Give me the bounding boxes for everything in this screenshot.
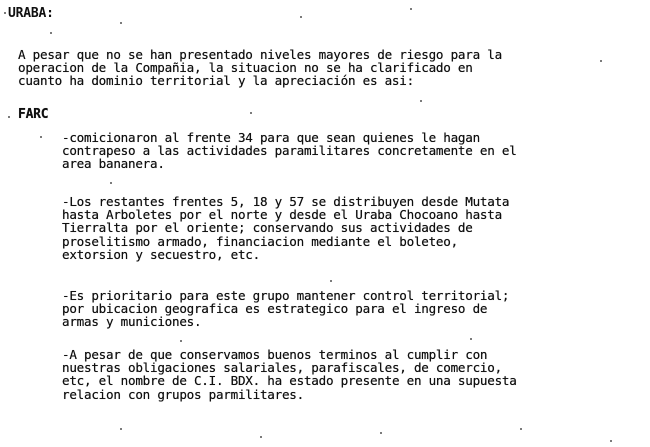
scan-speck bbox=[410, 8, 412, 10]
scan-speck bbox=[120, 428, 122, 430]
scan-speck bbox=[600, 60, 602, 62]
scan-speck bbox=[50, 32, 52, 34]
bullet-line: armas y municiones. bbox=[62, 314, 202, 330]
scan-speck bbox=[380, 432, 382, 434]
intro-line: A pesar que no se han presentado niveles mayores de riesgo para la bbox=[18, 47, 502, 62]
scan-speck bbox=[330, 280, 332, 282]
bullet-paragraph bbox=[62, 348, 517, 401]
bullet-line: -Es prioritario para este grupo mantener control territorial; bbox=[62, 288, 510, 303]
bullet-paragraph bbox=[62, 131, 517, 171]
bullet-line: relacion con grupos parmilitares. bbox=[62, 386, 304, 402]
scan-speck bbox=[260, 436, 262, 438]
section-heading: URABA: bbox=[8, 6, 54, 21]
scan-speck bbox=[40, 136, 42, 138]
bullet-line: etc, el nombre de C.I. BDX. ha estado presente en una supuesta bbox=[62, 373, 517, 389]
scan-speck bbox=[120, 22, 122, 24]
scan-speck bbox=[420, 100, 422, 102]
scan-speck bbox=[250, 112, 252, 114]
scan-speck bbox=[180, 340, 182, 342]
bullet-line: Tierralta por el oriente; conservando sus actividades de bbox=[62, 220, 473, 236]
bullet-line: area bananera. bbox=[62, 156, 165, 172]
bullet-line: proselitismo armado, financiacion mediante el boleteo, bbox=[62, 233, 458, 249]
intro-paragraph bbox=[18, 48, 502, 88]
scan-speck bbox=[110, 182, 112, 184]
bullet-paragraph bbox=[62, 195, 509, 261]
bullet-line: hasta Arboletes por el norte y desde el Uraba Chocoano hasta bbox=[62, 207, 502, 223]
bullet-line: -Los restantes frentes 5, 18 y 57 se distribuyen desde Mutata bbox=[62, 194, 510, 209]
bullet-paragraph bbox=[62, 289, 509, 329]
bullet-line: extorsion y secuestro, etc. bbox=[62, 246, 260, 262]
scan-speck bbox=[300, 16, 302, 18]
intro-line: operacion de la Compañia, la situacion no se ha clarificado en bbox=[18, 60, 473, 76]
bullet-line: contrapeso a las actividades paramilitares concretamente en el bbox=[62, 143, 517, 159]
scan-speck bbox=[470, 338, 472, 340]
bullet-line: por ubicacion geografica es estrategico para el ingreso de bbox=[62, 301, 488, 317]
scan-speck bbox=[4, 12, 6, 14]
scan-speck bbox=[610, 440, 612, 442]
intro-line: cuanto ha dominio territorial y la apreciación es asi: bbox=[18, 73, 414, 89]
scan-speck bbox=[8, 116, 10, 118]
scan-speck bbox=[520, 428, 522, 430]
bullet-line: -A pesar de que conservamos buenos terminos al cumplir con bbox=[62, 347, 488, 362]
bullet-line: -comicionaron al frente 34 para que sean quienes le hagan bbox=[62, 130, 480, 145]
farc-subheading: FARC bbox=[18, 107, 49, 122]
bullet-line: nuestras obligaciones salariales, parafiscales, de comercio, bbox=[62, 360, 502, 376]
